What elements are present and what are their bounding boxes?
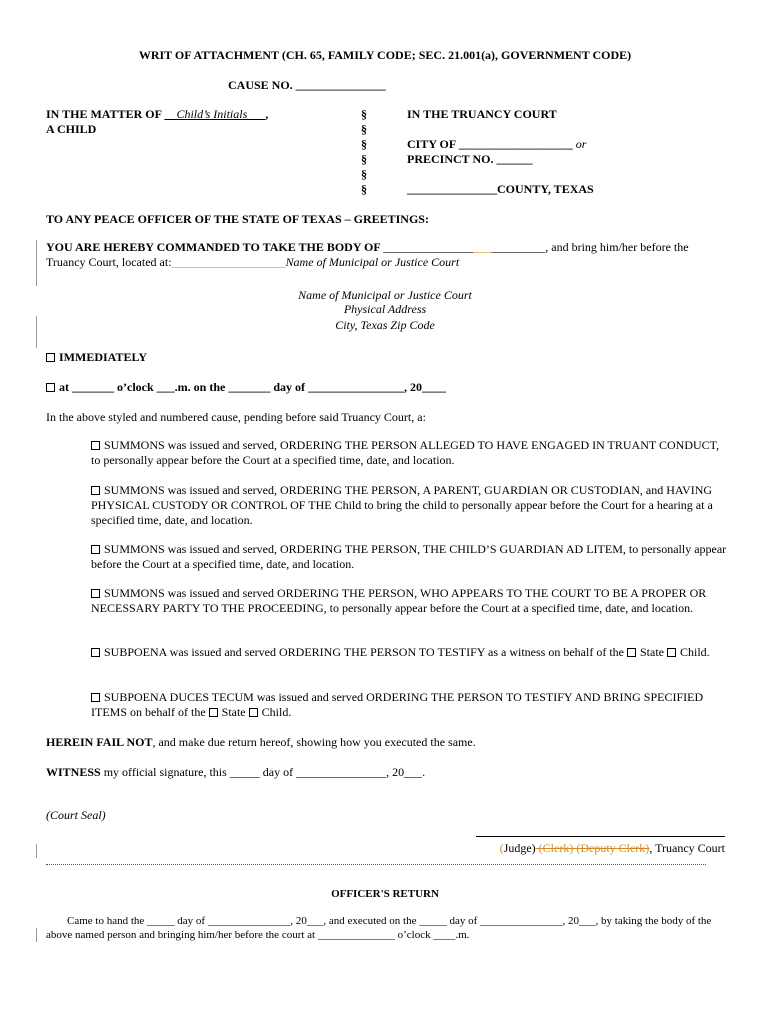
document-title: WRIT OF ATTACHMENT (CH. 65, FAMILY CODE; SEC. 21.001(a), GOVERNMENT CODE): [138, 48, 632, 62]
summons-option-4: [91, 586, 727, 616]
precinct-line: PRECINCT NO. ______: [407, 152, 533, 166]
command-line-1: [46, 240, 689, 255]
officers-return-heading: OFFICER'S RETURN: [331, 888, 439, 900]
checkbox-at-time[interactable]: [46, 383, 55, 392]
summons-text-2: SUMMONS was issued and served, ORDERING THE PERSON, A PARENT, GUARDIAN OR CUSTODIAN, and HAVING PHYSICAL CUSTODY OR CONTROL OF THE Child to bring the child to personally appear before the Court for a hearing at a specified time, date, and location.: [91, 483, 713, 527]
city-line: [407, 137, 586, 152]
immediately-label: IMMEDIATELY: [59, 350, 148, 364]
a-child-label: A CHILD: [46, 122, 97, 136]
command-blank-2: _________: [491, 240, 546, 254]
witness-rest: my official signature, this _____ day of _______________, 20___.: [100, 765, 426, 779]
checkbox-duces-child[interactable]: [249, 708, 258, 717]
witness-line: [46, 765, 425, 780]
section-mark: §: [361, 152, 367, 166]
section-mark: §: [361, 182, 367, 196]
signature-line: [476, 836, 725, 837]
subpoena-state-label: State: [639, 645, 664, 659]
summons-option-2: [91, 483, 727, 528]
subpoena-option: [91, 645, 727, 660]
signature-title: [500, 841, 725, 856]
section-mark: §: [361, 167, 367, 181]
subpoena-duces-text: SUBPOENA DUCES TECUM was issued and served ORDERING THE PERSON TO TESTIFY AND BRING SPECIFIED ITEMS on behalf of the: [91, 690, 704, 719]
checkbox-subpoena-child[interactable]: [667, 648, 676, 657]
court-seal: (Court Seal): [46, 808, 106, 822]
duces-state-label: State: [221, 705, 246, 719]
summons-text-4: SUMMONS was issued and served ORDERING THE PERSON, WHO APPEARS TO THE COURT TO BE A PROPER OR NECESSARY PARTY TO THE PROCEEDING, to personally appear before the Court at a specified time, date, and location.: [91, 586, 707, 615]
summons-text-1: SUMMONS was issued and served, ORDERING THE PERSON ALLEGED TO HAVE ENGAGED IN TRUANT CONDUCT, to personally appear before the Court at a specified time, date, and location.: [91, 438, 720, 467]
summons-option-1: [91, 438, 727, 468]
matter-suffix: ,: [265, 107, 269, 121]
checkbox-summons-1[interactable]: [91, 441, 100, 450]
change-bar: [36, 928, 37, 942]
located-court-name: Name of Municipal or Justice Court: [285, 255, 460, 269]
pending-intro: In the above styled and numbered cause, pending before said Truancy Court, a:: [46, 410, 426, 424]
checkbox-subpoena[interactable]: [91, 648, 100, 657]
dotted-separator: [46, 864, 706, 865]
signature-judge: Judge): [503, 841, 536, 855]
checkbox-summons-2[interactable]: [91, 486, 100, 495]
signature-clerk-struck: (Clerk) (Deputy Clerk): [535, 841, 650, 855]
command-bold: YOU ARE HEREBY COMMANDED TO TAKE THE BODY OF: [46, 240, 384, 254]
checkbox-summons-3[interactable]: [91, 545, 100, 554]
witness-bold: WITNESS: [46, 765, 101, 779]
subpoena-text: SUBPOENA was issued and served ORDERING THE PERSON TO TESTIFY as a witness on behalf of the: [104, 645, 624, 659]
checkbox-summons-4[interactable]: [91, 589, 100, 598]
located-blank: ___________________: [171, 255, 286, 269]
command-blank-1: _______________: [383, 240, 474, 254]
court-address-street: Physical Address: [343, 302, 427, 316]
checkbox-duces-state[interactable]: [209, 708, 218, 717]
herein-rest: , and make due return hereof, showing how you executed the same.: [152, 735, 476, 749]
located-at: Truancy Court, located at:: [46, 255, 172, 269]
matter-prefix: IN THE MATTER OF: [46, 107, 165, 121]
command-rest: , and bring him/her before the: [545, 240, 689, 254]
signature-open-paren: (: [499, 841, 504, 855]
command-blank-mid: ___: [473, 240, 492, 254]
court-address-name: Name of Municipal or Justice Court: [298, 288, 472, 302]
childs-initials: __Child’s Initials___: [164, 107, 266, 121]
summons-text-3: SUMMONS was issued and served, ORDERING THE PERSON, THE CHILD’S GUARDIAN AD LITEM, to personally appear before the Court at a specified time, date, and location.: [91, 542, 727, 571]
at-time-label: at _______ o’clock ___.m. on the _______ day of ________________, 20____: [59, 380, 446, 394]
duces-child-label: Child.: [261, 705, 292, 719]
checkbox-subpoena-state[interactable]: [627, 648, 636, 657]
command-line-2: [46, 255, 459, 270]
section-mark: §: [361, 137, 367, 151]
herein-bold: HEREIN FAIL NOT: [46, 735, 153, 749]
greeting: TO ANY PEACE OFFICER OF THE STATE OF TEXAS – GREETINGS:: [46, 212, 429, 226]
checkbox-subpoena-duces[interactable]: [91, 693, 100, 702]
signature-suffix: , Truancy Court: [649, 841, 725, 855]
immediately-option: [46, 350, 147, 365]
officers-return-line-2: above named person and bringing him/her before the court at ______________ o’clock ____.m.: [46, 929, 470, 941]
checkbox-immediately[interactable]: [46, 353, 55, 362]
at-time-option: [46, 380, 446, 395]
section-mark: §: [361, 107, 367, 121]
cause-number: CAUSE NO. _______________: [228, 78, 386, 92]
subpoena-duces-option: [91, 690, 727, 720]
officers-return-line-1: Came to hand the _____ day of _______________, 20___, and executed on the _____ day of _______________, 20___, by taking the body of the: [67, 915, 712, 927]
summons-option-3: [91, 542, 727, 572]
court-name: IN THE TRUANCY COURT: [407, 107, 557, 121]
court-address-city: City, Texas Zip Code: [335, 318, 435, 332]
herein-fail-not: [46, 735, 476, 750]
subpoena-child-label: Child.: [679, 645, 710, 659]
matter-of: [46, 107, 268, 122]
county-line: _______________COUNTY, TEXAS: [407, 182, 594, 196]
change-bar: [36, 240, 37, 286]
or-label: or: [572, 137, 587, 151]
section-mark: §: [361, 122, 367, 136]
city-of: CITY OF ___________________: [407, 137, 573, 151]
change-bar: [36, 844, 37, 858]
